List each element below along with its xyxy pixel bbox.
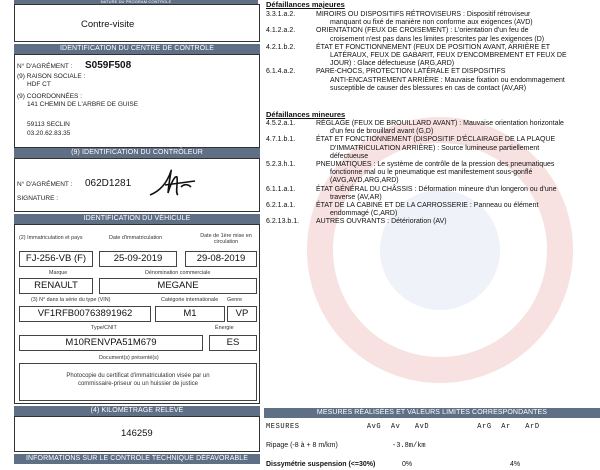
controleur-header: (9) IDENTIFICATION DU CONTRÔLEUR — [14, 148, 260, 158]
genre-label: Genre — [227, 297, 242, 303]
defect-text: AUTRES OUVRANTS : Détérioration (AV) — [316, 218, 447, 226]
centre-header: IDENTIFICATION DU CENTRE DE CONTRÔLE — [14, 44, 260, 54]
centre-agrement-label: N° D'AGRÉMENT : — [17, 63, 73, 70]
marque-label: Marque — [49, 270, 68, 276]
denom-value: MEGANE — [99, 278, 257, 294]
phone: 03.20.62.83.35 — [27, 130, 71, 137]
defect-text: ÉTAT DE LA CABINE ET DE LA CARROSSERIE : Panneau ou élément — [316, 202, 539, 209]
centre-box — [14, 54, 260, 148]
vin-value: VF1RFB00763891962 — [19, 306, 151, 322]
centre-agrement-value: S059F508 — [85, 60, 132, 71]
docs-line2: commissaire-priseur ou un huissier de justice — [77, 381, 199, 387]
defect-text: manquant ou fixé de manière non conforme aux exigences (AVD) — [330, 19, 533, 27]
defect-code: 3.3.1.a.2. — [266, 11, 296, 18]
raison-value: HDF CT — [27, 81, 51, 88]
defect-text: endommagé (C,ARD) — [330, 210, 398, 218]
defect-code: 6.2.1.a.1. — [266, 202, 296, 209]
date-immat-value: 25-09-2019 — [99, 251, 177, 267]
immat-label: (2) Immatriculation et pays — [19, 235, 83, 241]
ripage-label: Ripage (-8 à + 8 m/km) — [266, 442, 338, 449]
date-circ-value: 29-08-2019 — [185, 251, 257, 267]
marque-value: RENAULT — [19, 278, 93, 294]
defect-text: fonctionne mal ou le pneumatique est manifestement sous-gonflé — [330, 169, 533, 177]
docs-label: Document(s) présenté(s) — [99, 355, 159, 361]
address-line1: 141 CHEMIN DE L'ARBRE DE GUISE — [27, 101, 139, 108]
defect-text: ORIENTATION (FEUX DE CROISEMENT) : L'orientation d'un feu de — [316, 27, 529, 35]
defect-text: MIROIRS OU DISPOSITIFS RÉTROVISEURS : Dispositif rétroviseur — [316, 11, 531, 18]
cat-value: M1 — [155, 306, 225, 322]
km-value: 146259 — [121, 428, 153, 439]
type-value: M10RENVPA51M679 — [19, 335, 203, 351]
defect-code: 4.7.1.b.1. — [266, 136, 296, 144]
defect-text: D'IMMATRICULATION ARRIÈRE) : Source lumineuse partiellement — [330, 144, 540, 152]
defect-code: 4.5.2.a.1. — [266, 120, 296, 127]
km-header: (4) KILOMÉTRAGE RELEVÉ — [14, 406, 260, 416]
defect-text: d'un feu de brouillard avant (G,D) — [330, 128, 434, 136]
address-line2: 59113 SECLIN — [27, 121, 70, 128]
defect-code: 4.1.2.a.2. — [266, 27, 296, 35]
top-banner: NATURE DU PROGRAM CONTROLE — [14, 0, 258, 4]
defect-text: susceptible de causer des blessures en cas de contact (AV,AR) — [330, 84, 527, 92]
defect-code: 6.2.13.b.1. — [266, 218, 300, 226]
defect-text: ÉTAT GÉNÉRAL DU CHÂSSIS : Déformation mineure d'un longeron ou d'une — [316, 185, 557, 193]
km-box — [14, 416, 260, 452]
mesures-columns: MESURES AvG Av AvD ArG Ar ArD — [266, 423, 540, 431]
defect-code: 5.2.3.h.1. — [266, 161, 296, 168]
date-circ-label: Date de 1ère mise en circulation — [200, 233, 252, 245]
dissym-av: 0% — [402, 461, 413, 468]
defect-text: PARE-CHOCS, PROTECTION LATÉRALE ET DISPOSITIFS — [316, 68, 506, 76]
cat-label: Catégorie internationale — [161, 297, 219, 303]
defect-text: RÉGLAGE (FEUX DE BROUILLARD AVANT) : Mauvaise orientation horizontale — [316, 120, 564, 127]
defect-text: (AVG,AVD,ARG,ARD) — [330, 177, 399, 185]
visit-type: Contre-visite — [81, 19, 135, 30]
defect-text: défectueuse — [330, 152, 369, 160]
controleur-agrement-label: N° D'AGRÉMENT : — [17, 181, 73, 188]
controleur-box — [14, 158, 260, 212]
dissym-label: Dissymétrie suspension (<=30%) — [266, 461, 376, 468]
energie-label: Énergie — [215, 325, 234, 331]
immat-value: FJ-256-VB (F) — [19, 251, 93, 267]
majeures-title: Défaillances majeures — [266, 0, 345, 9]
vehicule-box — [14, 224, 260, 404]
coord-label: (9) COORDONNÉES : — [17, 93, 83, 100]
raison-label: (9) RAISON SOCIALE : — [17, 73, 86, 80]
defect-code: 6.1.4.a.2. — [266, 68, 296, 76]
defect-text: traverse (AV,AR) — [330, 193, 382, 201]
defect-code: 6.1.1.a.1. — [266, 185, 296, 193]
genre-value: VP — [227, 306, 257, 322]
vin-label: (3) N° dans la série du type (VIN) — [31, 297, 111, 303]
energie-value: ES — [209, 335, 257, 351]
dissym-ar: 4% — [510, 461, 521, 468]
defect-text: croisement n'est pas dans les limites prescrites par les exigences (D) — [330, 35, 545, 43]
defect-text: ÉTAT ET FONCTIONNEMENT (DISPOSITIF D'ÉCLAIRAGE DE LA PLAQUE — [316, 136, 556, 144]
bottom-banner: INFORMATIONS SUR LE CONTRÔLE TECHNIQUE DÉFAVORABLE — [14, 454, 260, 464]
defect-text: PNEUMATIQUES : Le système de contrôle de la pression des pneumatiques — [316, 161, 555, 168]
controleur-agrement-value: 062D1281 — [85, 178, 132, 189]
docs-box — [19, 363, 257, 401]
signature-label: SIGNATURE : — [17, 195, 59, 202]
visit-type-box — [14, 4, 260, 42]
defect-text: JOUR) : Glace défectueuse (ARG,ARD) — [330, 60, 455, 68]
vehicule-header: IDENTIFICATION DU VÉHICULE — [14, 214, 260, 224]
type-label: Type/CNIT — [91, 325, 117, 331]
defect-text: LATÉRAUX, FEUX DE GABARIT, FEUX D'ENCOMBREMENT ET FEUX DE — [330, 52, 567, 59]
mineures-title: Défaillances mineures — [266, 110, 346, 119]
ripage-value: -3.8m/km — [392, 442, 426, 450]
mesures-header: MESURES RÉALISÉES ET VALEURS LIMITES CORRESPONDANTES — [264, 408, 600, 418]
defect-text: ÉTAT ET FONCTIONNEMENT (FEUX DE POSITION AVANT, ARRIÈRE ET — [316, 43, 551, 51]
defect-code: 4.2.1.b.2. — [266, 43, 296, 51]
defect-text: ANTI-ENCASTREMENT ARRIÈRE : Mauvaise fixation ou endommagement — [330, 76, 565, 84]
denom-label: Dénomination commerciale — [145, 270, 211, 276]
signature-image — [145, 163, 205, 203]
docs-line1: Photocopie du certificat d'immatriculation visée par un — [66, 373, 210, 379]
date-immat-label: Date d'immatriculation — [109, 235, 163, 241]
